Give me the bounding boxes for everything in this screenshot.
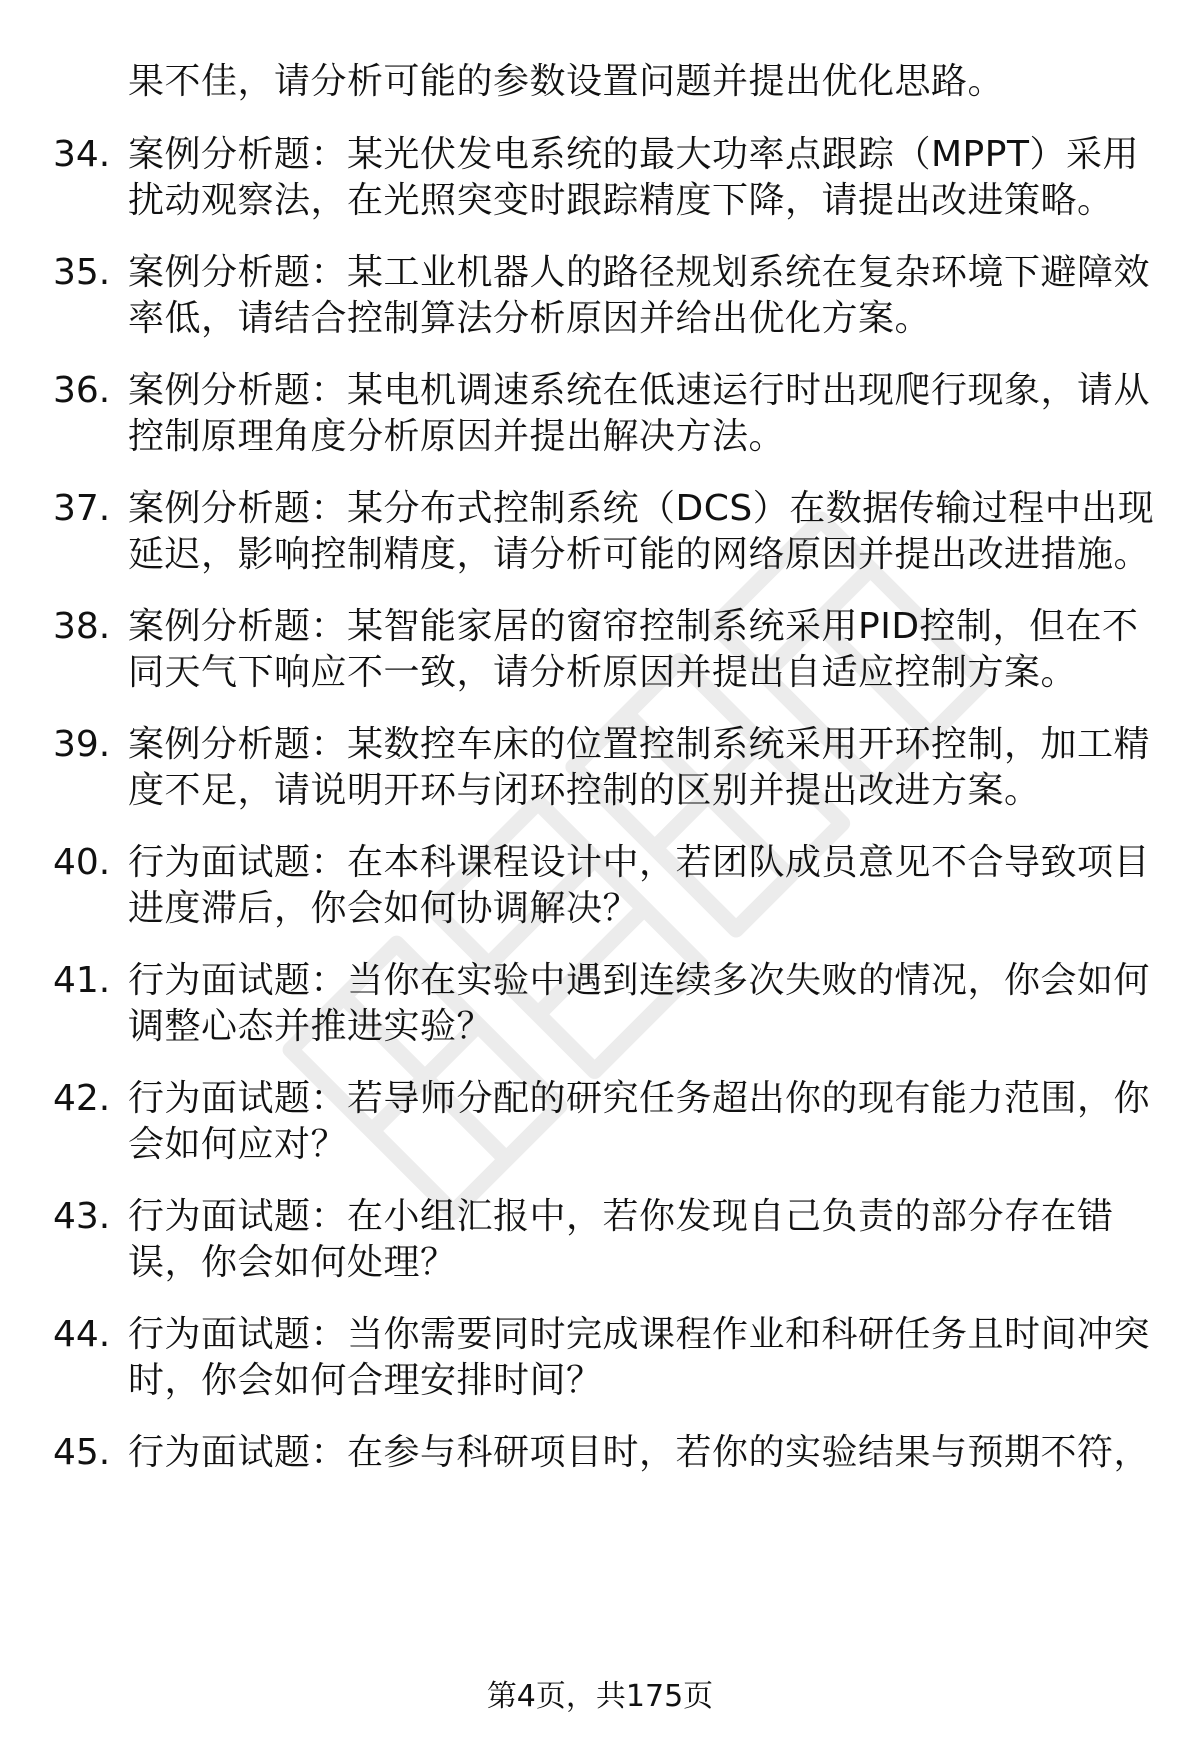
item-text-line: 进度滞后，你会如何协调解决？ — [128, 888, 640, 929]
item-text-line: 扰动观察法，在光照突变时跟踪精度下降，请提出改进策略。 — [128, 180, 1114, 221]
item-text-line: 误，你会如何处理？ — [128, 1242, 457, 1283]
list-item — [0, 1310, 1200, 1420]
item-text-line: 案例分析题：某分布式控制系统（DCS）在数据传输过程中出现 — [128, 488, 1155, 529]
item-text-line: 案例分析题：某光伏发电系统的最大功率点跟踪（MPPT）采用 — [128, 134, 1139, 175]
item-text-line: 延迟，影响控制精度，请分析可能的网络原因并提出改进措施。 — [128, 534, 1151, 575]
continued-text-line: 果不佳，请分析可能的参数设置问题并提出优化思路。 — [128, 61, 1005, 102]
item-number: 34. — [53, 134, 111, 175]
item-text-line: 行为面试题：在本科课程设计中，若团队成员意见不合导致项目 — [128, 842, 1151, 883]
list-item — [0, 1192, 1200, 1302]
item-number: 43. — [53, 1196, 111, 1237]
item-text-line: 度不足，请说明开环与闭环控制的区别并提出改进方案。 — [128, 770, 1041, 811]
list-item — [0, 602, 1200, 712]
item-text-line: 调整心态并推进实验？ — [128, 1006, 494, 1047]
item-text-line: 时，你会如何合理安排时间？ — [128, 1360, 603, 1401]
item-text-line: 同天气下响应不一致，请分析原因并提出自适应控制方案。 — [128, 652, 1078, 693]
item-text-line: 案例分析题：某工业机器人的路径规划系统在复杂环境下避障效 — [128, 252, 1151, 293]
item-text-line: 行为面试题：当你在实验中遇到连续多次失败的情况，你会如何 — [128, 960, 1151, 1001]
item-number: 45. — [53, 1432, 111, 1473]
list-item — [0, 1428, 1200, 1538]
item-number: 36. — [53, 370, 111, 411]
item-text-line: 行为面试题：当你需要同时完成课程作业和科研任务且时间冲突 — [128, 1314, 1151, 1355]
item-text-line: 行为面试题：若导师分配的研究任务超出你的现有能力范围，你 — [128, 1078, 1151, 1119]
item-number: 44. — [53, 1314, 111, 1355]
item-number: 41. — [53, 960, 111, 1001]
item-text-line: 案例分析题：某智能家居的窗帘控制系统采用PID控制，但在不 — [128, 606, 1139, 647]
list-item — [0, 1074, 1200, 1184]
list-item — [0, 366, 1200, 476]
item-number: 40. — [53, 842, 111, 883]
item-text-line: 控制原理角度分析原因并提出解决方法。 — [128, 416, 786, 457]
item-text-line: 案例分析题：某数控车床的位置控制系统采用开环控制，加工精 — [128, 724, 1151, 765]
list-item — [0, 838, 1200, 948]
item-text-line: 案例分析题：某电机调速系统在低速运行时出现爬行现象，请从 — [128, 370, 1151, 411]
list-item — [0, 130, 1200, 240]
item-number: 37. — [53, 488, 111, 529]
list-item — [0, 720, 1200, 830]
list-item — [0, 956, 1200, 1066]
list-item — [0, 248, 1200, 358]
list-item — [0, 484, 1200, 594]
item-number: 39. — [53, 724, 111, 765]
item-text-line: 行为面试题：在小组汇报中，若你发现自己负责的部分存在错 — [128, 1196, 1114, 1237]
item-text-line: 会如何应对？ — [128, 1124, 348, 1165]
item-text-line: 行为面试题：在参与科研项目时，若你的实验结果与预期不符， — [128, 1432, 1151, 1473]
item-number: 35. — [53, 252, 111, 293]
item-number: 38. — [53, 606, 111, 647]
page-number-footer: 第4页，共175页 — [486, 1679, 714, 1714]
item-number: 42. — [53, 1078, 111, 1119]
item-text-line: 率低，请结合控制算法分析原因并给出优化方案。 — [128, 298, 932, 339]
